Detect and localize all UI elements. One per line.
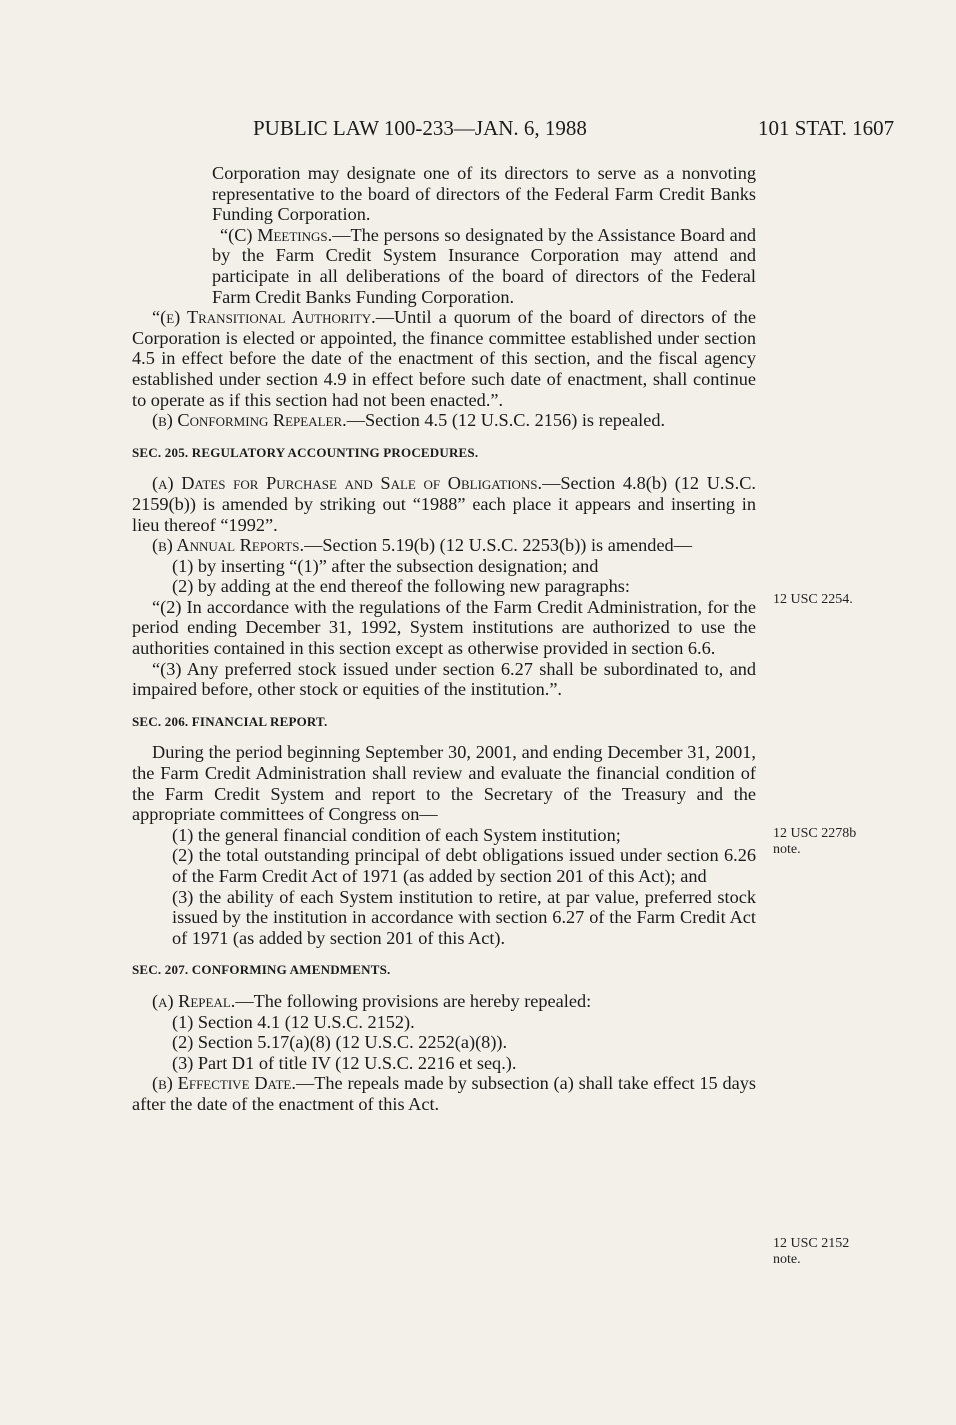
paragraph-heading: “(C) Meetings.	[220, 224, 333, 245]
indented-block-c	[132, 163, 756, 307]
margin-note-citation	[773, 826, 893, 858]
margin-note-citation	[773, 1236, 893, 1268]
header-stat-page: 101 STAT. 1607	[758, 116, 895, 140]
paragraph-heading: (a) Dates for Purchase and Sale of Obligations.	[152, 473, 543, 494]
list-item: (1) Section 4.1 (12 U.S.C. 2152).	[172, 1011, 415, 1032]
list-block	[132, 825, 756, 949]
section-heading: SEC. 206. FINANCIAL REPORT.	[132, 713, 328, 729]
paragraph	[132, 473, 756, 535]
paragraph-text: —Section 5.19(b) (12 U.S.C. 2253(b)) is amended—	[304, 535, 692, 556]
paragraph	[132, 410, 756, 431]
header-title: PUBLIC LAW 100-233—JAN. 6, 1988	[253, 116, 587, 140]
section-heading: SEC. 205. REGULATORY ACCOUNTING PROCEDURES.	[132, 444, 479, 460]
paragraph-heading: (b) Conforming Repealer.	[152, 410, 347, 431]
paragraph-text: —Section 4.8(b) (12 U.S.C. 2159(b)) is amended by striking out “1988” each place it appears and inserting in lieu thereof “1992”.	[132, 473, 757, 535]
list-item: (3) the ability of each System institution to retire, at par value, preferred stock issued by the institution in accordance with section 6.27 of the Farm Credit Act of 1971 (as added by section 201 of this Act).	[172, 886, 756, 948]
margin-note-citation	[773, 592, 893, 608]
margin-note-text: 12 USC 2152	[773, 1236, 850, 1251]
list-item: (3) Part D1 of title IV (12 U.S.C. 2216 et seq.).	[172, 1052, 517, 1073]
page-header	[0, 116, 956, 146]
paragraph-heading: (b) Effective Date.	[152, 1073, 296, 1094]
paragraph-text: —Until a quorum of the board of directors of the Corporation is elected or appointed, the finance committee established under section 4.5 in effect before the date of the enactment of this section, and the fiscal agency established under section 4.9 in effect before such date of enactment, shall continue to operate as if this section had not been enacted.”.	[132, 307, 756, 410]
paragraph: (1) by inserting “(1)” after the subsection designation; and	[172, 555, 599, 576]
paragraph	[132, 991, 756, 1012]
paragraph-text: —The persons so designated by the Assistance Board and by the Farm Credit System Insurance Corporation may attend and participate in all deliberations of the board of directors of the Federal Farm Credit Banks Funding Corporation.	[212, 224, 756, 307]
paragraph: “(2) In accordance with the regulations of the Farm Credit Administration, for the period ending December 31, 1992, System institutions are authorized to use the authorities contained in this section except as otherwise provided in section 6.6.	[132, 596, 756, 659]
paragraph: During the period beginning September 30, 2001, and ending December 31, 2001, the Farm Credit Administration shall review and evaluate the financial condition of the Farm Credit System and report to the Secretary of the Treasury and the appropriate committees of Congress on—	[132, 742, 756, 825]
paragraph: Corporation may designate one of its directors to serve as a nonvoting representative to the board of directors of the Federal Farm Credit Banks Funding Corporation.	[212, 163, 756, 225]
document-body	[132, 163, 756, 1115]
margin-note-text: 12 USC 2254.	[773, 592, 853, 607]
paragraph: (2) by adding at the end thereof the following new paragraphs:	[172, 576, 630, 597]
paragraph	[132, 535, 756, 556]
paragraph-heading: (b) Annual Reports.	[152, 535, 305, 556]
margin-note-text: 12 USC 2278b	[773, 826, 857, 841]
paragraph-text: —Section 4.5 (12 U.S.C. 2156) is repealed.	[346, 410, 666, 431]
section-heading: SEC. 207. CONFORMING AMENDMENTS.	[132, 962, 391, 978]
paragraph-heading: “(e) Transitional Authority.	[152, 307, 376, 328]
paragraph	[132, 1073, 756, 1114]
list-item: (1) the general financial condition of each System institution;	[172, 824, 621, 845]
paragraph-text: —The following provisions are hereby repealed:	[235, 990, 592, 1011]
margin-note-text: note.	[773, 842, 801, 857]
list-item: (2) Section 5.17(a)(8) (12 U.S.C. 2252(a)(8)).	[172, 1032, 508, 1053]
paragraph: “(3) Any preferred stock issued under section 6.27 shall be subordinated to, and impaired before, other stock or equities of the institution.”.	[132, 658, 756, 700]
paragraph-text: —The repeals made by subsection (a) shall take effect 15 days after the date of the enactment of this Act.	[132, 1073, 756, 1114]
list-item: (2) the total outstanding principal of debt obligations issued under section 6.26 of the Farm Credit Act of 1971 (as added by section 201 of this Act); and	[172, 845, 756, 886]
margin-note-text: note.	[773, 1252, 801, 1267]
paragraph	[212, 225, 756, 307]
paragraph	[132, 307, 756, 410]
paragraph-heading: (a) Repeal.	[152, 990, 236, 1011]
